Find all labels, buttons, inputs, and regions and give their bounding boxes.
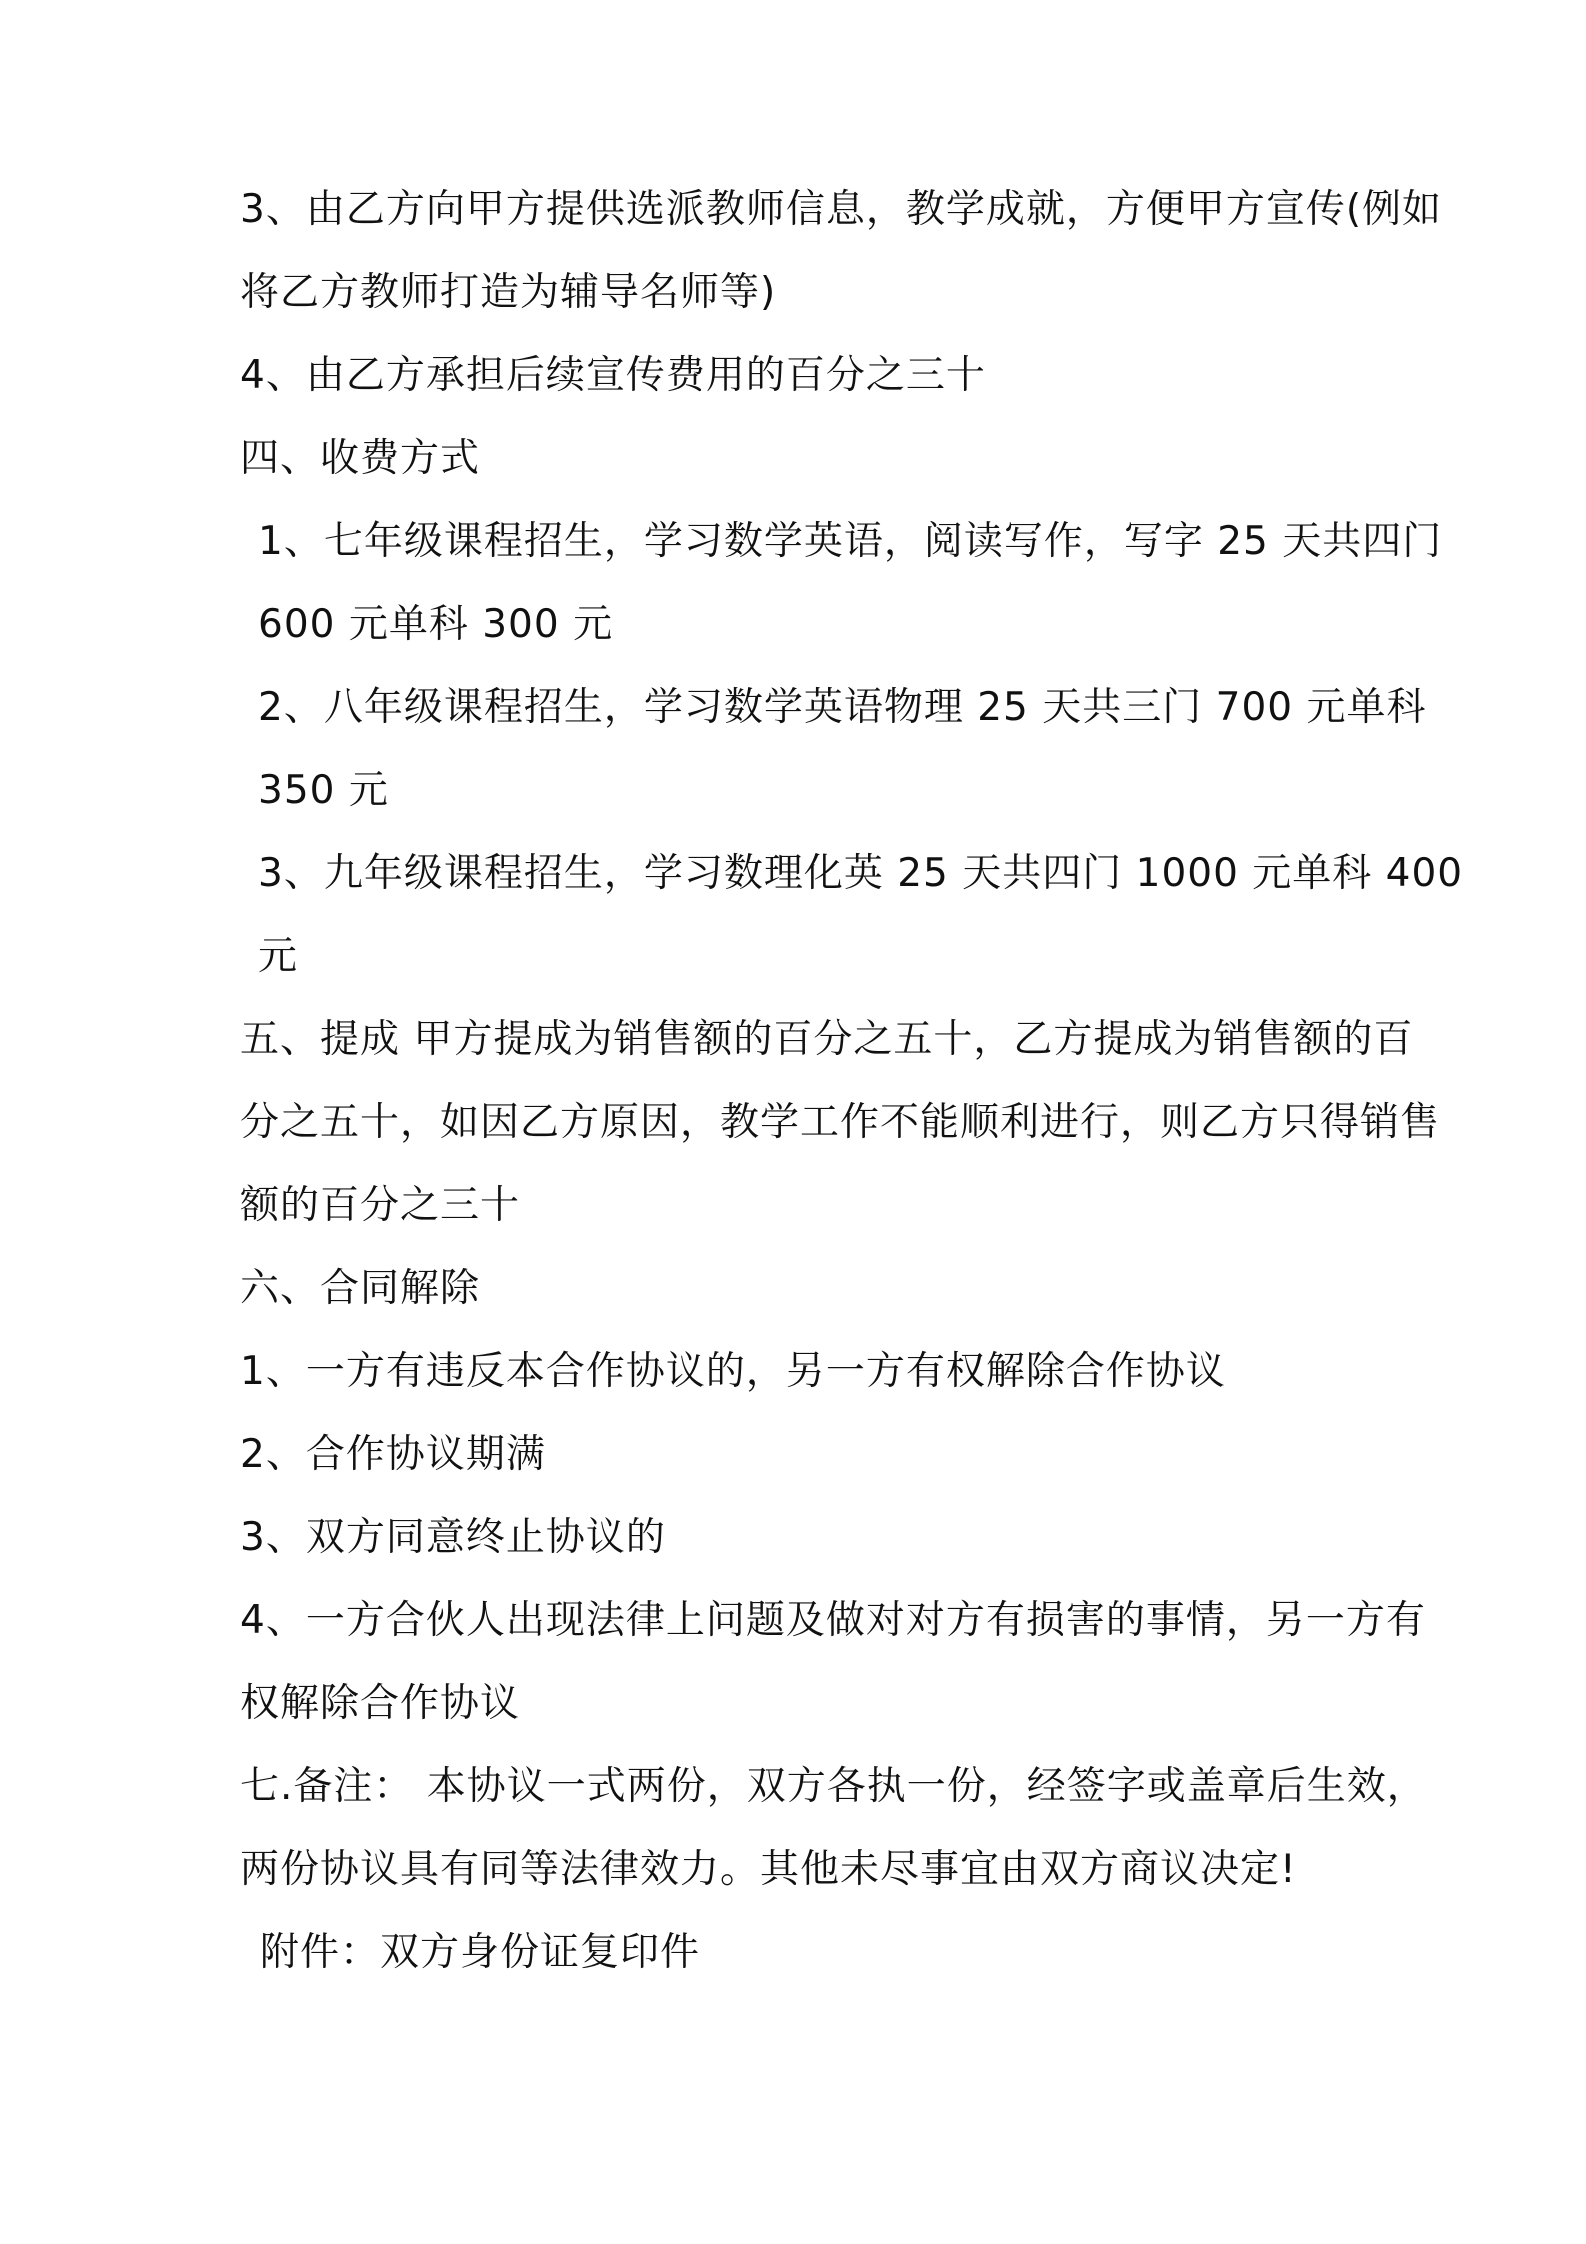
text-line: 4、一方合伙人出现法律上问题及做对对方有损害的事情，另一方有 <box>240 1598 1426 1643</box>
text-line: 3、由乙方向甲方提供选派教师信息，教学成就，方便甲方宣传(例如 <box>240 187 1443 232</box>
text-line: 权解除合作协议 <box>240 1681 521 1726</box>
text-line: 元 <box>258 934 299 979</box>
text-line: 额的百分之三十 <box>240 1183 521 1228</box>
section-heading: 六、合同解除 <box>240 1266 481 1311</box>
text-line: 600 元单科 300 元 <box>258 602 614 647</box>
text-line: 两份协议具有同等法律效力。其他未尽事宜由双方商议决定! <box>240 1847 1297 1892</box>
text-line: 1、一方有违反本合作协议的，另一方有权解除合作协议 <box>240 1349 1226 1394</box>
section-heading: 七.备注： 本协议一式两份，双方各执一份，经签字或盖章后生效， <box>240 1764 1427 1809</box>
text-line: 1、七年级课程招生，学习数学英语，阅读写作，写字 25 天共四门 <box>258 519 1443 564</box>
text-line: 将乙方教师打造为辅导名师等) <box>240 270 777 315</box>
text-line: 4、由乙方承担后续宣传费用的百分之三十 <box>240 353 986 398</box>
text-line: 2、合作协议期满 <box>240 1432 546 1477</box>
text-line: 3、双方同意终止协议的 <box>240 1515 666 1560</box>
attachment-note: 附件：双方身份证复印件 <box>260 1930 701 1975</box>
section-heading: 五、提成 甲方提成为销售额的百分之五十，乙方提成为销售额的百 <box>240 1017 1414 1062</box>
text-line: 分之五十，如因乙方原因，教学工作不能顺利进行，则乙方只得销售 <box>240 1100 1441 1145</box>
section-heading: 四、收费方式 <box>240 436 481 481</box>
text-line: 3、九年级课程招生，学习数理化英 25 天共四门 1000 元单科 400 <box>258 851 1464 896</box>
text-line: 2、八年级课程招生，学习数学英语物理 25 天共三门 700 元单科 <box>258 685 1427 730</box>
text-line: 350 元 <box>258 768 389 813</box>
